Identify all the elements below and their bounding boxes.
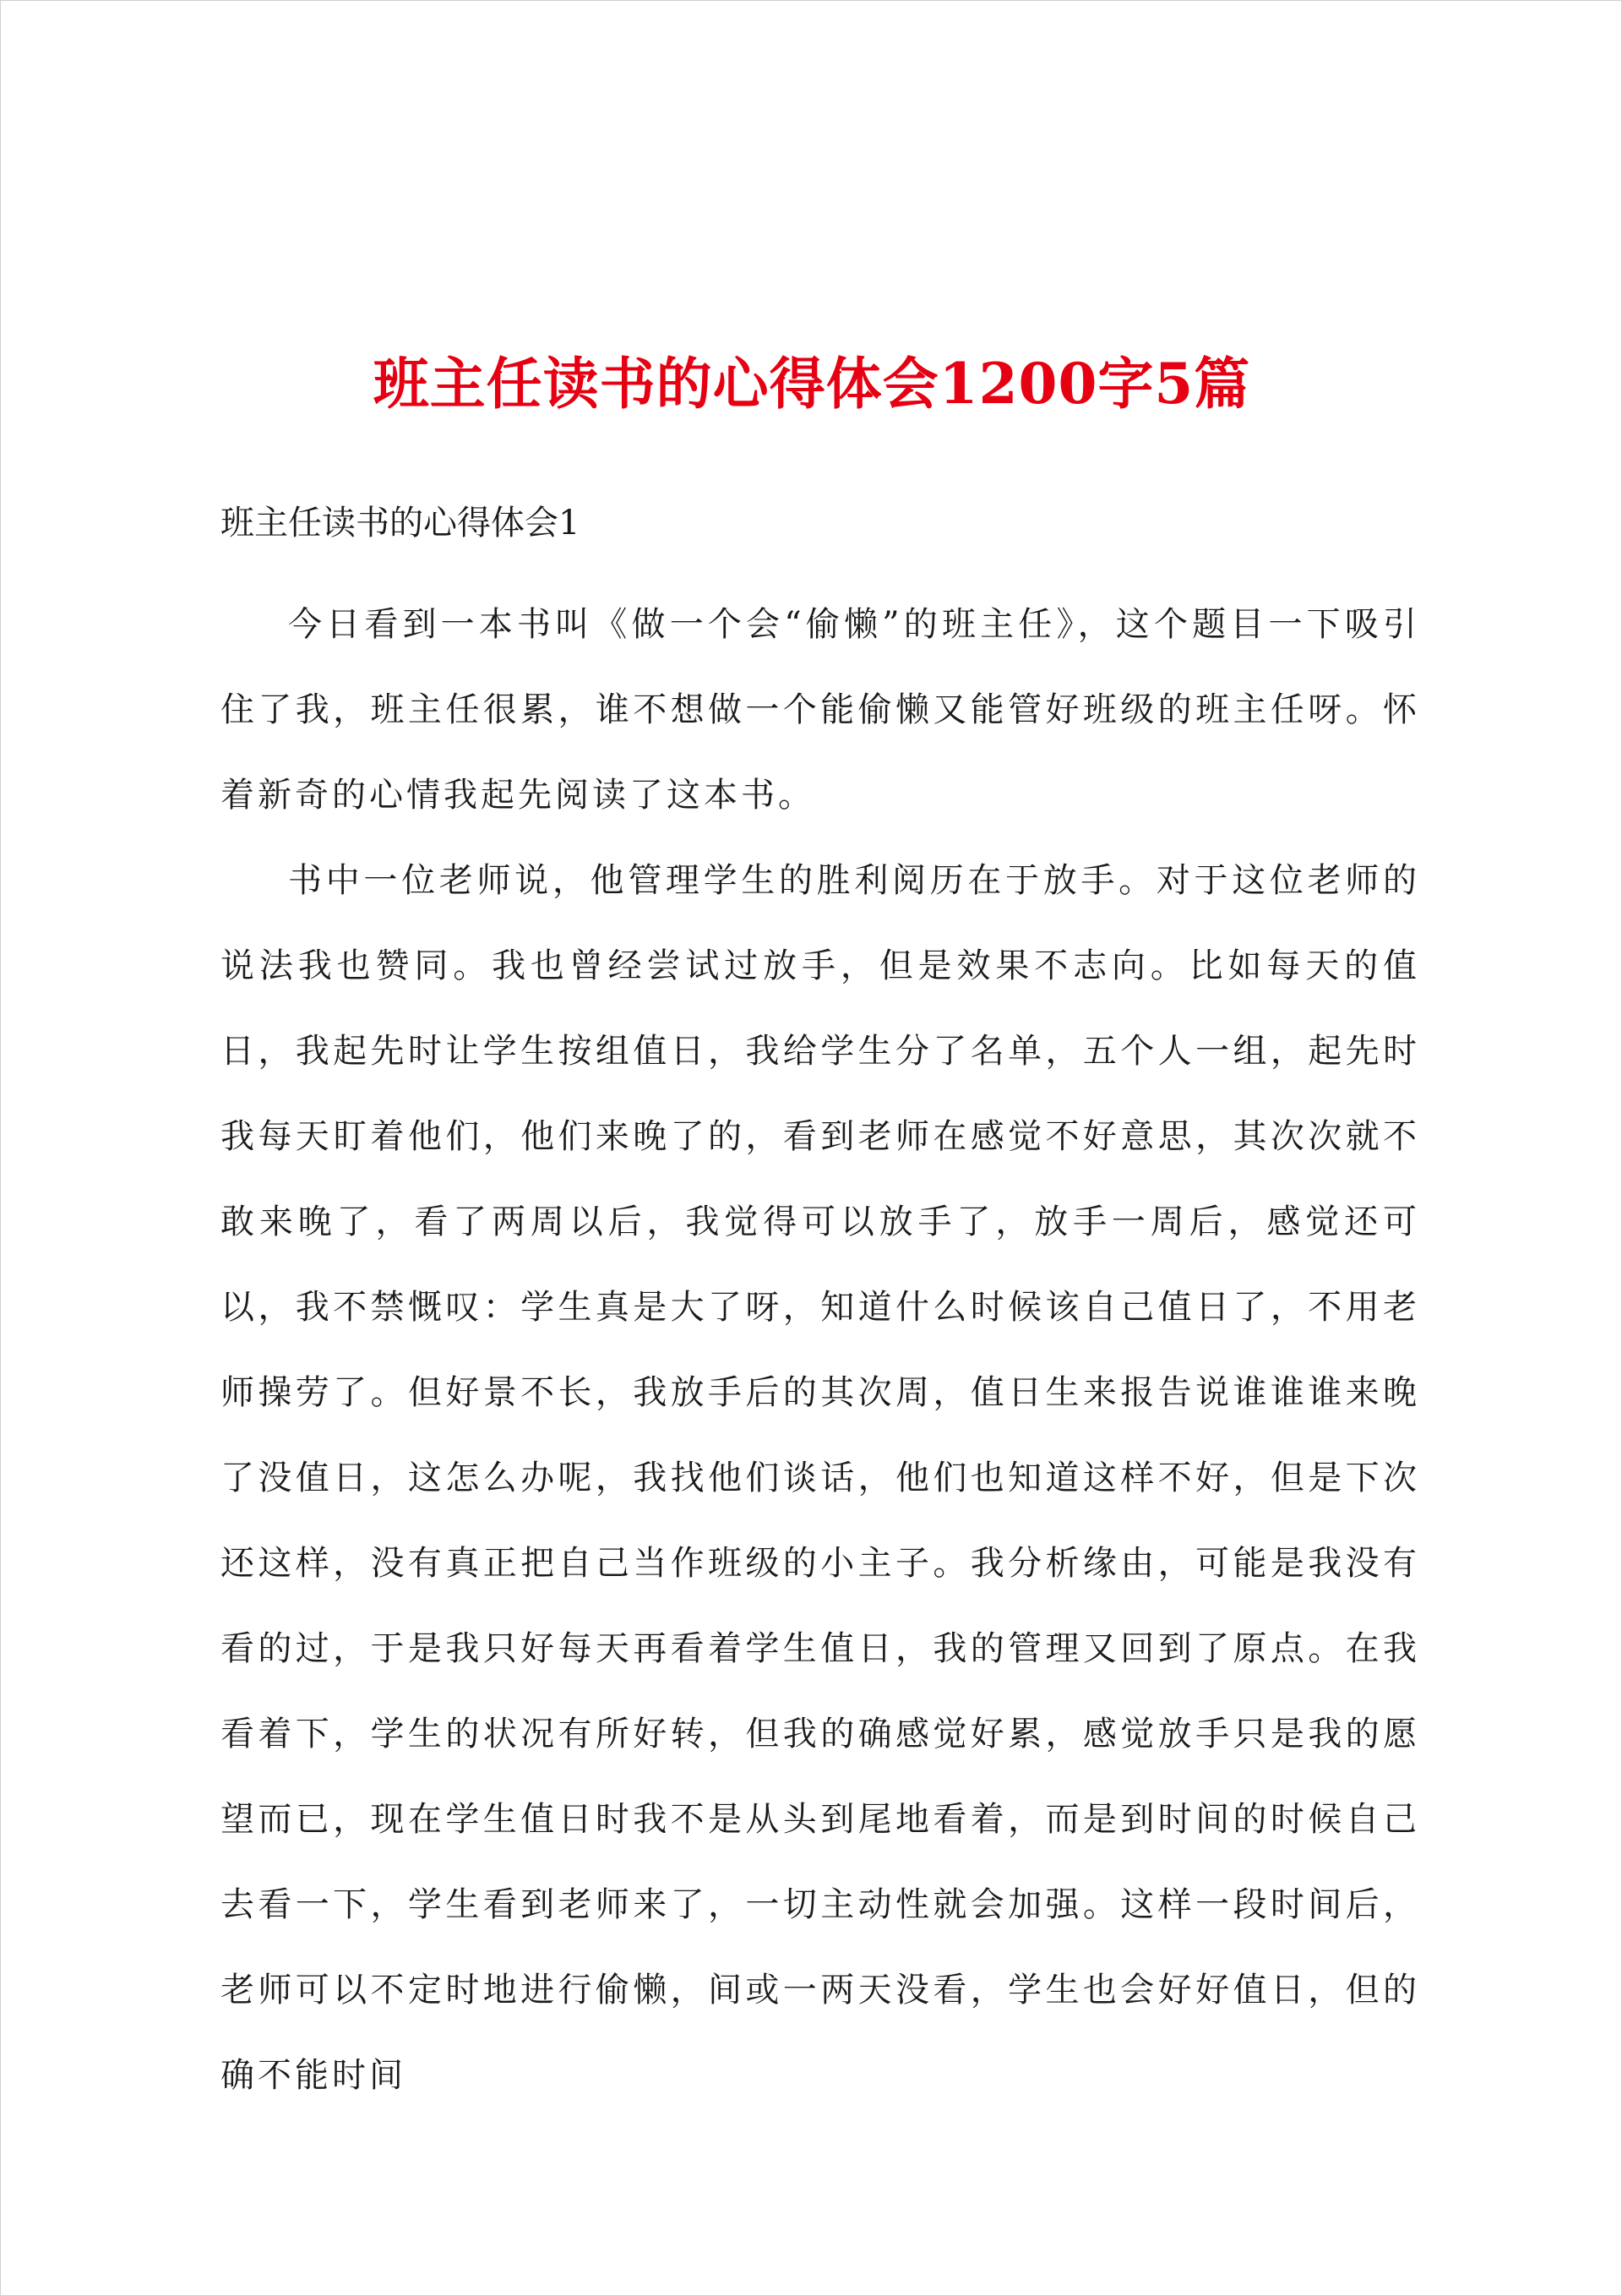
paragraph: 今日看到一本书叫《做一个会“偷懒”的班主任》，这个题目一下吸引住了我，班主任很累，谁不想做一个能偷懒又能管好班级的班主任呀。怀着新奇的心情我起先阅读了这本书。 <box>220 605 1420 815</box>
section-heading: 班主任读书的心得体会1 <box>220 504 580 543</box>
document-body <box>220 582 1420 2119</box>
document-title: 班主任读书的心得体会1200字5篇 <box>373 351 1251 417</box>
paragraph: 书中一位老师说，他管理学生的胜利阅历在于放手。对于这位老师的说法我也赞同。我也曾经尝试过放手，但是效果不志向。比如每天的值日，我起先时让学生按组值日，我给学生分了名单，五个人一组，起先时我每天盯着他们，他们来晚了的，看到老师在感觉不好意思，其次次就不敢来晚了，看了两周以后，我觉得可以放手了，放手一周后，感觉还可以，我不禁慨叹：学生真是大了呀，知道什么时候该自己值日了，不用老师操劳了。但好景不长，我放手后的其次周，值日生来报告说谁谁谁来晚了没值日，这怎么办呢，我找他们谈话，他们也知道这样不好，但是下次还这样，没有真正把自己当作班级的小主子。我分析缘由，可能是我没有看的过，于是我只好每天再看着学生值日，我的管理又回到了原点。在我看着下，学生的状况有所好转，但我的确感觉好累，感觉放手只是我的愿望而已，现在学生值日时我不是从头到尾地看着，而是到时间的时候自己去看一下，学生看到老师来了，一切主动性就会加强。这样一段时间后，老师可以不定时地进行偷懒，间或一两天没看，学生也会好好值日，但的确不能时间 <box>220 861 1420 2095</box>
